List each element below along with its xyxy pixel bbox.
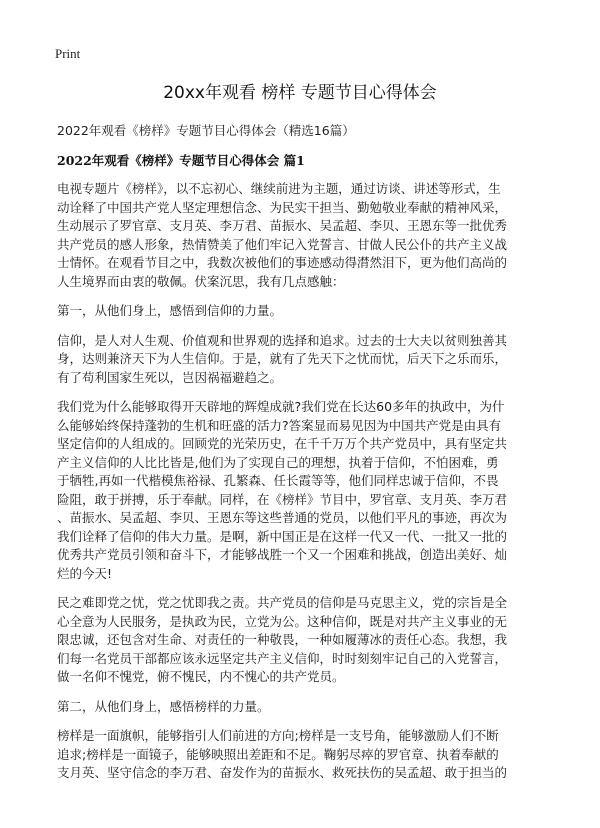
paragraph-line: 人生境界而由衷的敬佩。伏案沉思，我有几点感触：	[57, 273, 345, 289]
paragraph-line: 心全意为人民服务，是执政为民，立党为公。这种信仰，既是对共产主义事业的无	[57, 613, 508, 629]
paragraph-line: 么能够始终保持蓬勃的生机和旺盛的活力?答案显而易见因为中国共产党是由具有	[57, 417, 502, 433]
paragraph-line: 第一，从他们身上，感悟到信仰的力量。	[57, 303, 283, 318]
paragraph-line: 做一名仰不愧党，俯不愧民，内不愧心的共产党员。	[57, 669, 345, 684]
paragraph-line: 烂的今天!	[57, 565, 113, 581]
paragraph-line: 动诠释了中国共产党人坚定理想信念、为民实干担当、勤勉敬业奉献的精神风采，	[57, 199, 508, 215]
paragraph-line: 限忠诚，还包含对生命、对责任的一种敬畏，一种如履薄冰的责任心态。我想，我	[57, 632, 508, 647]
paragraph-line: 电视专题片《榜样》，以不忘初心、继续前进为主题，通过访谈、讲述等形式，生	[57, 181, 501, 196]
paragraph-line: 产主义信仰的人比比皆是,他们为了实现自己的理想，执着于信仰，不怕困难，勇	[57, 454, 499, 470]
paragraph	[57, 180, 547, 291]
paragraph	[57, 698, 547, 717]
paragraph-line: 信仰，是人对人生观、价值观和世界观的选择和追求。过去的士大夫以贫则独善其	[57, 332, 508, 348]
paragraph-line: 我们诠释了信仰的伟大力量。是啊，新中国正是在这样一代又一代、一批又一批的	[57, 528, 508, 544]
paragraph-line: 优秀共产党员引领和奋斗下，才能够战胜一个又一个困难和挑战，创造出美好、灿	[57, 547, 508, 562]
paragraph-line: 生动展示了罗官章、支月英、李万君、苗振水、吴孟超、李贝、王恩东等一批优秀	[57, 218, 508, 233]
paragraph	[57, 727, 547, 783]
paragraph-line: 有了苟利国家生死以，岂因祸福避趋之。	[57, 369, 283, 385]
paragraph-line: 们每一名党员干部都应该永远坚定共产主义信仰，时时刻刻牢记自己的入党誓言，	[57, 650, 508, 666]
paragraph-line: 榜样是一面旗帜，能够指引人们前进的方向;榜样是一支号角，能够激励人们不断	[57, 728, 499, 743]
document-subtitle: 2022年观看《榜样》专题节目心得体会（精选16篇）	[57, 123, 355, 138]
paragraph-line: 支月英、坚守信念的李万君、奋发作为的苗振水、救死扶伤的吴孟超、敢于担当的	[57, 765, 508, 780]
paragraph	[57, 398, 547, 583]
print-label[interactable]: Print	[55, 46, 81, 61]
paragraph	[57, 332, 547, 388]
paragraph-line: 民之难即党之忧，党之忧即我之责。共产党员的信仰是马克思主义，党的宗旨是全	[57, 595, 508, 610]
paragraph-line: 、苗振水、吴孟超、李贝、王恩东等这些普通的党员，以他们平凡的事迹，再次为	[57, 510, 508, 525]
paragraph-line: 追求;榜样是一面镜子，能够映照出差距和不足。鞠躬尽瘁的罗官章、执着奉献的	[57, 746, 499, 762]
paragraph-line: 身，达则兼济天下为人生信仰。于是，就有了先天下之忧而忧，后天下之乐而乐，	[57, 351, 508, 366]
paragraph-line: 险阻，敢于拼搏，乐于奉献。同样，在《榜样》节目中，罗官章、支月英、李万君	[57, 491, 508, 507]
section-heading: 2022年观看《榜样》专题节目心得体会 篇1	[57, 153, 305, 168]
paragraph-line: 坚定信仰的人组成的。回顾党的光荣历史，在千千万万个共产党员中，具有坚定共	[57, 436, 508, 451]
paragraph-line: 士情怀。在观看节目之中，我数次被他们的事迹感动得潸然泪下，更为他们高尚的	[57, 255, 508, 270]
document-body	[57, 180, 547, 794]
paragraph-line: 于牺牲,再如一代楷模焦裕禄、孔繁森、任长霞等等，他们同样忠诚于信仰，不畏	[57, 473, 499, 488]
paragraph-line: 我们党为什么能够取得开天辟地的辉煌成就?我们党在长达60多年的执政中，为什	[57, 399, 505, 414]
page-title: 20xx年观看 榜样 专题节目心得体会	[163, 83, 437, 103]
paragraph	[57, 302, 547, 321]
paragraph	[57, 594, 547, 687]
paragraph-line: 第二，从他们身上，感悟榜样的力量。	[57, 698, 270, 714]
paragraph-line: 共产党员的感人形象，热情赞美了他们牢记入党誓言、甘做人民公仆的共产主义战	[57, 236, 508, 252]
